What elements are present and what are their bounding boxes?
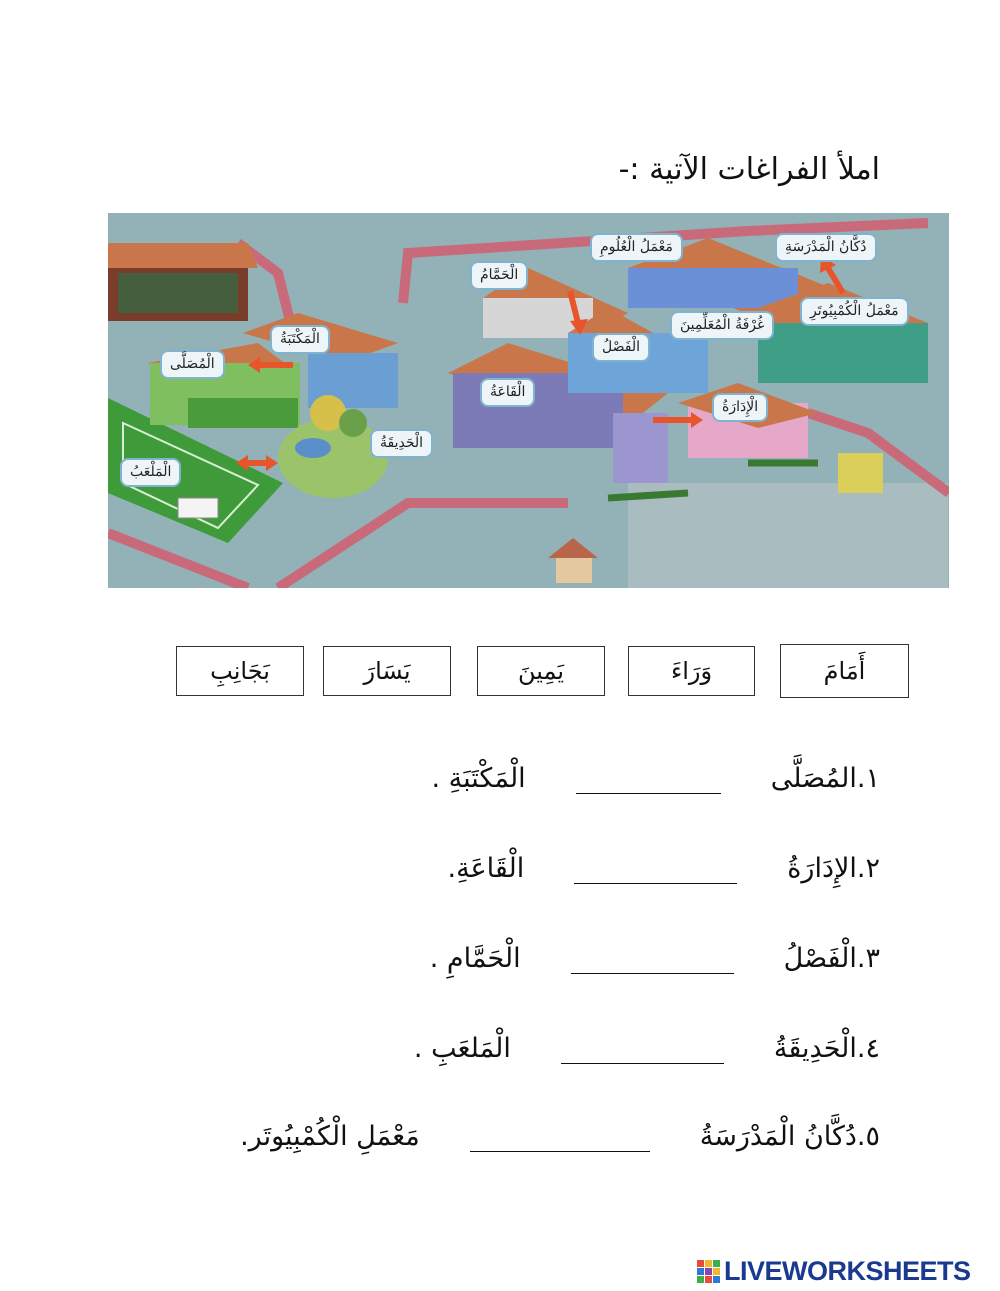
liveworksheets-logo-icon (697, 1260, 720, 1283)
word-bank-item-5[interactable]: بَجَانِبِ (176, 646, 304, 696)
question-subject: المُصَلَّى (770, 763, 857, 794)
map-label-teachers-room: غُرْفَةُ الْمُعَلِّمِينَ (670, 311, 774, 340)
question-2 (448, 853, 881, 884)
map-label-classroom: الْفَصْلُ (592, 333, 650, 362)
map-label-garden: الْحَدِيقَةُ (370, 429, 433, 458)
map-label-computer-lab: مَعْمَلُ الْكُمْبِيُوتَرِ (800, 297, 909, 326)
question-object: مَعْمَلِ الْكُمْبِيُوتَر. (240, 1121, 420, 1152)
map-label-playground: الْمَلْعَبُ (120, 458, 181, 487)
answer-blank[interactable] (574, 859, 737, 884)
map-label-library: الْمَكْتَبَةُ (270, 325, 330, 354)
shop-building (838, 453, 883, 493)
instruction-heading: املأ الفراغات الآتية :- (618, 152, 880, 187)
map-label-science-lab: مَعْمَلُ الْعُلُومِ (590, 233, 683, 262)
word-bank-item-1[interactable]: أَمَامَ (780, 644, 909, 698)
question-4 (414, 1033, 880, 1064)
brand-name: LIVEWORKSHEETS (724, 1256, 971, 1286)
word-bank-item-3[interactable]: يَمِينَ (477, 646, 605, 696)
question-number: ٥. (856, 1121, 880, 1152)
question-number: ٢. (856, 853, 880, 884)
question-number: ٣. (856, 943, 880, 974)
question-number: ١. (856, 763, 880, 794)
map-label-hall: الْقَاعَةُ (480, 378, 535, 407)
question-3 (430, 943, 880, 974)
question-1 (432, 763, 881, 794)
answer-blank[interactable] (561, 1039, 724, 1064)
question-5 (240, 1121, 880, 1152)
answer-blank[interactable] (571, 949, 734, 974)
map-label-prayer-room: الْمُصَلَّى (160, 350, 225, 379)
question-number: ٤. (856, 1033, 880, 1064)
question-object: الْمَكْتَبَةِ . (431, 763, 526, 794)
answer-blank[interactable] (470, 1127, 650, 1152)
question-subject: دُكَّانُ الْمَدْرَسَةُ (699, 1121, 857, 1152)
goal-post (178, 498, 218, 518)
word-bank-item-2[interactable]: وَرَاءَ (628, 646, 755, 696)
liveworksheets-brand (697, 1256, 971, 1287)
map-label-bathroom: الْحَمَّامُ (470, 261, 528, 290)
question-subject: الْحَدِيقَةُ (773, 1033, 857, 1064)
map-label-administration: الْإِدَارَةُ (712, 393, 768, 422)
question-object: الْمَلعَبِ . (413, 1033, 511, 1064)
answer-blank[interactable] (576, 769, 721, 794)
question-subject: الإِدَارَةُ (787, 853, 857, 884)
question-subject: الْفَصْلُ (783, 943, 857, 974)
word-bank-item-4[interactable]: يَسَارَ (323, 646, 451, 696)
question-object: الْحَمَّامِ . (429, 943, 521, 974)
school-map-illustration (108, 213, 949, 588)
question-object: الْقَاعَةِ. (447, 853, 525, 884)
map-label-school-shop: دُكَّانُ الْمَدْرَسَةِ (775, 233, 877, 262)
